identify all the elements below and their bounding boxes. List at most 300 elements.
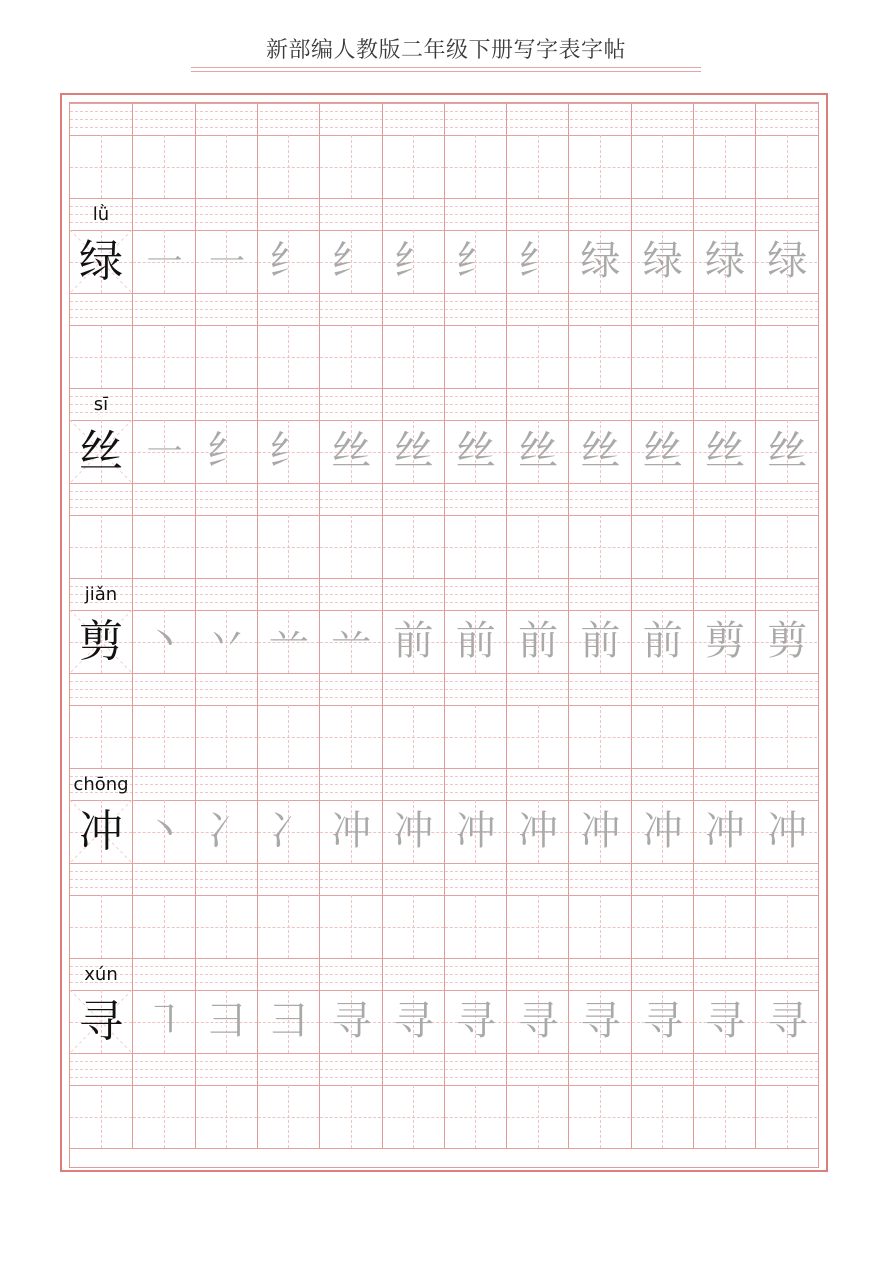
writing-cell bbox=[70, 325, 132, 388]
column-divider bbox=[506, 198, 507, 230]
column-divider bbox=[568, 103, 569, 135]
column-divider bbox=[444, 483, 445, 515]
writing-cell bbox=[693, 420, 755, 483]
pinyin-band bbox=[70, 198, 818, 230]
column-divider bbox=[506, 673, 507, 705]
cell-midline bbox=[632, 357, 693, 358]
writing-cell bbox=[319, 895, 381, 958]
column-divider bbox=[195, 1053, 196, 1085]
pinyin-label: lǜ bbox=[92, 204, 110, 225]
column-divider bbox=[132, 673, 133, 705]
cell-midline bbox=[507, 167, 568, 168]
writing-cell bbox=[755, 895, 817, 958]
writing-cell bbox=[444, 515, 506, 578]
tianzige-row bbox=[70, 800, 818, 863]
column-divider bbox=[382, 198, 383, 230]
column-divider bbox=[568, 673, 569, 705]
writing-cell bbox=[257, 705, 319, 768]
column-divider bbox=[257, 103, 258, 135]
stroke-order-trace: ㇐ bbox=[144, 238, 185, 284]
column-divider bbox=[506, 578, 507, 610]
stroke-order-trace: 纟 bbox=[206, 428, 247, 474]
stroke-order-trace: 剪 bbox=[705, 618, 745, 664]
cell-midline bbox=[569, 737, 630, 738]
stroke-order-trace: 丶 bbox=[144, 618, 185, 664]
cell-midline bbox=[632, 547, 693, 548]
writing-cell bbox=[319, 800, 381, 863]
writing-cell bbox=[195, 610, 257, 673]
stroke-order-trace: 丷 bbox=[206, 618, 247, 664]
cell-midline bbox=[756, 547, 817, 548]
writing-cell bbox=[568, 800, 630, 863]
cell-midline bbox=[756, 927, 817, 928]
writing-cell bbox=[444, 800, 506, 863]
column-divider bbox=[693, 673, 694, 705]
column-divider bbox=[693, 388, 694, 420]
cell-midline bbox=[70, 927, 132, 928]
writing-cell bbox=[70, 610, 132, 673]
writing-cell bbox=[755, 420, 817, 483]
column-divider bbox=[631, 578, 632, 610]
writing-cell bbox=[132, 705, 194, 768]
writing-cell bbox=[257, 990, 319, 1053]
column-divider bbox=[444, 1053, 445, 1085]
column-divider bbox=[444, 863, 445, 895]
column-divider bbox=[631, 1053, 632, 1085]
pinyin-band bbox=[70, 388, 818, 420]
model-character: 剪 bbox=[79, 616, 123, 667]
stroke-order-trace: 纟 bbox=[393, 238, 434, 284]
column-divider bbox=[755, 293, 756, 325]
writing-cell bbox=[132, 990, 194, 1053]
writing-cell bbox=[319, 1085, 381, 1148]
writing-cell bbox=[319, 420, 381, 483]
cell-midline bbox=[320, 547, 381, 548]
writing-cell bbox=[568, 990, 630, 1053]
column-divider bbox=[132, 103, 133, 135]
pinyin-band bbox=[70, 293, 818, 325]
column-divider bbox=[319, 768, 320, 800]
writing-cell bbox=[382, 800, 444, 863]
pinyin-band bbox=[70, 768, 818, 800]
cell-midline bbox=[258, 547, 319, 548]
writing-cell bbox=[444, 610, 506, 673]
writing-cell bbox=[568, 420, 630, 483]
writing-cell bbox=[195, 895, 257, 958]
stroke-order-trace: 䒑 bbox=[268, 618, 309, 664]
writing-cell bbox=[631, 135, 693, 198]
writing-cell bbox=[319, 515, 381, 578]
cell-midline bbox=[445, 167, 506, 168]
cell-midline bbox=[507, 547, 568, 548]
writing-cell bbox=[382, 705, 444, 768]
cell-midline bbox=[694, 357, 755, 358]
writing-cell bbox=[568, 325, 630, 388]
cell-midline bbox=[383, 167, 444, 168]
stroke-order-trace: 寻 bbox=[580, 998, 621, 1044]
writing-cell bbox=[257, 230, 319, 293]
cell-midline bbox=[133, 927, 194, 928]
writing-cell bbox=[319, 990, 381, 1053]
stroke-order-trace: 纟 bbox=[268, 238, 309, 284]
column-divider bbox=[506, 483, 507, 515]
writing-cell bbox=[506, 515, 568, 578]
stroke-order-trace: 纟 bbox=[331, 238, 372, 284]
stroke-order-trace: 冲 bbox=[705, 808, 745, 854]
column-divider bbox=[382, 958, 383, 990]
pinyin-band bbox=[70, 863, 818, 895]
stroke-order-trace: 前 bbox=[455, 618, 496, 664]
column-divider bbox=[382, 673, 383, 705]
cell-midline bbox=[632, 167, 693, 168]
writing-cell bbox=[693, 135, 755, 198]
column-divider bbox=[257, 768, 258, 800]
writing-cell bbox=[319, 230, 381, 293]
column-divider bbox=[195, 103, 196, 135]
column-divider bbox=[693, 958, 694, 990]
writing-cell bbox=[382, 1085, 444, 1148]
column-divider bbox=[382, 1053, 383, 1085]
column-divider bbox=[319, 293, 320, 325]
writing-cell bbox=[631, 800, 693, 863]
writing-cell bbox=[631, 990, 693, 1053]
stroke-order-trace: 丝 bbox=[580, 428, 621, 474]
column-divider bbox=[195, 293, 196, 325]
tianzige-row bbox=[70, 610, 818, 673]
tianzige-row bbox=[70, 895, 818, 958]
writing-cell bbox=[693, 515, 755, 578]
writing-cell bbox=[444, 990, 506, 1053]
writing-cell bbox=[195, 1085, 257, 1148]
writing-cell bbox=[444, 705, 506, 768]
writing-cell bbox=[70, 420, 132, 483]
writing-cell bbox=[319, 325, 381, 388]
cell-midline bbox=[507, 1117, 568, 1118]
cell-midline bbox=[694, 167, 755, 168]
column-divider bbox=[444, 578, 445, 610]
column-divider bbox=[568, 863, 569, 895]
column-divider bbox=[132, 198, 133, 230]
column-divider bbox=[755, 198, 756, 230]
writing-cell bbox=[70, 1085, 132, 1148]
writing-cell bbox=[257, 325, 319, 388]
tianzige-row bbox=[70, 1085, 818, 1148]
cell-midline bbox=[70, 357, 132, 358]
model-character: 绿 bbox=[79, 236, 123, 287]
pinyin-band bbox=[70, 1053, 818, 1085]
writing-cell bbox=[755, 230, 817, 293]
cell-midline bbox=[383, 357, 444, 358]
writing-cell bbox=[257, 895, 319, 958]
column-divider bbox=[506, 1053, 507, 1085]
writing-cell bbox=[70, 990, 132, 1053]
pinyin-label: sī bbox=[93, 394, 109, 415]
tianzige-row bbox=[70, 990, 818, 1053]
column-divider bbox=[132, 578, 133, 610]
stroke-order-trace: 寻 bbox=[705, 998, 745, 1044]
writing-cell bbox=[631, 1085, 693, 1148]
cell-midline bbox=[507, 927, 568, 928]
cell-midline bbox=[445, 547, 506, 548]
writing-cell bbox=[631, 895, 693, 958]
stroke-order-trace: 丶 bbox=[144, 808, 185, 854]
column-divider bbox=[319, 1053, 320, 1085]
column-divider bbox=[319, 578, 320, 610]
column-divider bbox=[444, 768, 445, 800]
column-divider bbox=[132, 958, 133, 990]
cell-midline bbox=[133, 737, 194, 738]
writing-cell bbox=[755, 135, 817, 198]
cell-midline bbox=[196, 737, 257, 738]
column-divider bbox=[568, 388, 569, 420]
writing-cell bbox=[631, 610, 693, 673]
column-divider bbox=[693, 198, 694, 230]
column-divider bbox=[257, 483, 258, 515]
writing-cell bbox=[755, 705, 817, 768]
writing-cell bbox=[693, 990, 755, 1053]
column-divider bbox=[693, 578, 694, 610]
writing-cell bbox=[195, 705, 257, 768]
stroke-order-trace: 纟 bbox=[268, 428, 309, 474]
column-divider bbox=[568, 198, 569, 230]
cell-midline bbox=[70, 547, 132, 548]
column-divider bbox=[755, 958, 756, 990]
cell-midline bbox=[196, 547, 257, 548]
cell-midline bbox=[133, 357, 194, 358]
column-divider bbox=[195, 863, 196, 895]
writing-cell bbox=[755, 990, 817, 1053]
column-divider bbox=[319, 673, 320, 705]
writing-cell bbox=[568, 230, 630, 293]
cell-midline bbox=[445, 737, 506, 738]
column-divider bbox=[506, 863, 507, 895]
writing-cell bbox=[568, 1085, 630, 1148]
stroke-order-trace: 寻 bbox=[767, 998, 808, 1044]
stroke-order-trace: 纟 bbox=[518, 238, 559, 284]
pinyin-band bbox=[70, 673, 818, 705]
column-divider bbox=[195, 958, 196, 990]
writing-cell bbox=[506, 990, 568, 1053]
column-divider bbox=[195, 673, 196, 705]
writing-cell bbox=[382, 990, 444, 1053]
column-divider bbox=[382, 863, 383, 895]
stroke-order-trace: 前 bbox=[580, 618, 621, 664]
tianzige-row bbox=[70, 325, 818, 388]
writing-cell bbox=[257, 610, 319, 673]
column-divider bbox=[693, 1053, 694, 1085]
writing-cell bbox=[257, 420, 319, 483]
cell-midline bbox=[569, 167, 630, 168]
stroke-order-trace: ㇕ bbox=[144, 998, 185, 1044]
writing-cell bbox=[382, 420, 444, 483]
writing-cell bbox=[382, 515, 444, 578]
writing-cell bbox=[755, 515, 817, 578]
writing-cell bbox=[631, 705, 693, 768]
column-divider bbox=[257, 1053, 258, 1085]
cell-midline bbox=[632, 927, 693, 928]
column-divider bbox=[444, 673, 445, 705]
writing-cell bbox=[195, 135, 257, 198]
writing-cell bbox=[70, 800, 132, 863]
column-divider bbox=[195, 198, 196, 230]
stroke-order-trace: 冲 bbox=[518, 808, 559, 854]
writing-cell bbox=[319, 135, 381, 198]
writing-cell bbox=[506, 610, 568, 673]
column-divider bbox=[755, 863, 756, 895]
writing-cell bbox=[693, 895, 755, 958]
cell-midline bbox=[133, 1117, 194, 1118]
writing-cell bbox=[70, 705, 132, 768]
cell-midline bbox=[569, 547, 630, 548]
cell-midline bbox=[632, 1117, 693, 1118]
cell-midline bbox=[756, 1117, 817, 1118]
column-divider bbox=[257, 958, 258, 990]
cell-midline bbox=[258, 737, 319, 738]
column-divider bbox=[382, 103, 383, 135]
stroke-order-trace: 丝 bbox=[331, 428, 372, 474]
column-divider bbox=[257, 673, 258, 705]
stroke-order-trace: 绿 bbox=[580, 238, 621, 284]
cell-midline bbox=[632, 737, 693, 738]
column-divider bbox=[568, 293, 569, 325]
stroke-order-trace: 冲 bbox=[767, 808, 808, 854]
column-divider bbox=[319, 198, 320, 230]
column-divider bbox=[444, 103, 445, 135]
column-divider bbox=[693, 293, 694, 325]
stroke-order-trace: 丝 bbox=[393, 428, 434, 474]
writing-cell bbox=[257, 800, 319, 863]
column-divider bbox=[755, 768, 756, 800]
writing-cell bbox=[70, 135, 132, 198]
pinyin-label: jiǎn bbox=[84, 584, 118, 605]
writing-cell bbox=[70, 515, 132, 578]
column-divider bbox=[195, 578, 196, 610]
writing-cell bbox=[132, 325, 194, 388]
column-divider bbox=[631, 958, 632, 990]
cell-midline bbox=[196, 927, 257, 928]
stroke-order-trace: 冲 bbox=[580, 808, 621, 854]
column-divider bbox=[568, 578, 569, 610]
model-character: 冲 bbox=[79, 806, 123, 857]
writing-cell bbox=[568, 515, 630, 578]
stroke-order-trace: 绿 bbox=[705, 238, 745, 284]
column-divider bbox=[568, 483, 569, 515]
stroke-order-trace: 前 bbox=[393, 618, 434, 664]
cell-midline bbox=[694, 547, 755, 548]
pinyin-label: chōng bbox=[73, 774, 129, 795]
stroke-order-trace: 冫 bbox=[206, 808, 247, 854]
stroke-order-trace: 丝 bbox=[705, 428, 745, 474]
stroke-order-trace: 绿 bbox=[642, 238, 683, 284]
cell-midline bbox=[258, 167, 319, 168]
column-divider bbox=[257, 388, 258, 420]
column-divider bbox=[319, 483, 320, 515]
column-divider bbox=[693, 863, 694, 895]
column-divider bbox=[755, 103, 756, 135]
writing-cell bbox=[506, 1085, 568, 1148]
column-divider bbox=[755, 388, 756, 420]
stroke-order-trace: 彐 bbox=[268, 998, 309, 1044]
cell-midline bbox=[694, 927, 755, 928]
stroke-order-trace: 䒑 bbox=[331, 618, 372, 664]
writing-cell bbox=[132, 230, 194, 293]
column-divider bbox=[382, 578, 383, 610]
pinyin-band bbox=[70, 103, 818, 135]
writing-cell bbox=[631, 230, 693, 293]
stroke-order-trace: ㇐ bbox=[144, 428, 185, 474]
cell-midline bbox=[445, 1117, 506, 1118]
writing-cell bbox=[70, 895, 132, 958]
cell-midline bbox=[756, 357, 817, 358]
writing-cell bbox=[382, 610, 444, 673]
column-divider bbox=[568, 1053, 569, 1085]
writing-cell bbox=[506, 895, 568, 958]
model-character: 丝 bbox=[79, 426, 123, 477]
column-divider bbox=[755, 673, 756, 705]
cell-midline bbox=[196, 1117, 257, 1118]
writing-cell bbox=[506, 135, 568, 198]
writing-cell bbox=[631, 515, 693, 578]
writing-cell bbox=[257, 515, 319, 578]
stroke-order-trace: 丝 bbox=[455, 428, 496, 474]
writing-cell bbox=[319, 610, 381, 673]
writing-cell bbox=[195, 800, 257, 863]
writing-cell bbox=[693, 1085, 755, 1148]
stroke-order-trace: 冲 bbox=[455, 808, 496, 854]
cell-midline bbox=[569, 357, 630, 358]
column-divider bbox=[631, 388, 632, 420]
cell-midline bbox=[756, 167, 817, 168]
title-underline bbox=[191, 71, 701, 72]
column-divider bbox=[195, 388, 196, 420]
writing-cell bbox=[444, 325, 506, 388]
writing-cell bbox=[382, 325, 444, 388]
cell-midline bbox=[445, 927, 506, 928]
stroke-order-trace: 冲 bbox=[331, 808, 372, 854]
pinyin-band bbox=[70, 958, 818, 990]
writing-cell bbox=[444, 420, 506, 483]
cell-midline bbox=[258, 927, 319, 928]
column-divider bbox=[631, 863, 632, 895]
column-divider bbox=[693, 103, 694, 135]
cell-midline bbox=[507, 737, 568, 738]
column-divider bbox=[568, 958, 569, 990]
writing-cell bbox=[506, 420, 568, 483]
column-divider bbox=[319, 958, 320, 990]
stroke-order-trace: 彐 bbox=[206, 998, 247, 1044]
column-divider bbox=[506, 388, 507, 420]
cell-midline bbox=[196, 357, 257, 358]
cell-midline bbox=[694, 1117, 755, 1118]
cell-midline bbox=[70, 167, 132, 168]
column-divider bbox=[195, 483, 196, 515]
cell-midline bbox=[70, 737, 132, 738]
tianzige-row bbox=[70, 420, 818, 483]
stroke-order-trace: 寻 bbox=[518, 998, 559, 1044]
model-character: 寻 bbox=[79, 996, 123, 1047]
stroke-order-trace: 前 bbox=[642, 618, 683, 664]
writing-cell bbox=[195, 230, 257, 293]
column-divider bbox=[755, 1053, 756, 1085]
writing-cell bbox=[444, 135, 506, 198]
cell-midline bbox=[694, 737, 755, 738]
column-divider bbox=[444, 198, 445, 230]
writing-cell bbox=[693, 325, 755, 388]
column-divider bbox=[755, 578, 756, 610]
column-divider bbox=[319, 388, 320, 420]
stroke-order-trace: 冲 bbox=[393, 808, 434, 854]
writing-cell bbox=[506, 705, 568, 768]
